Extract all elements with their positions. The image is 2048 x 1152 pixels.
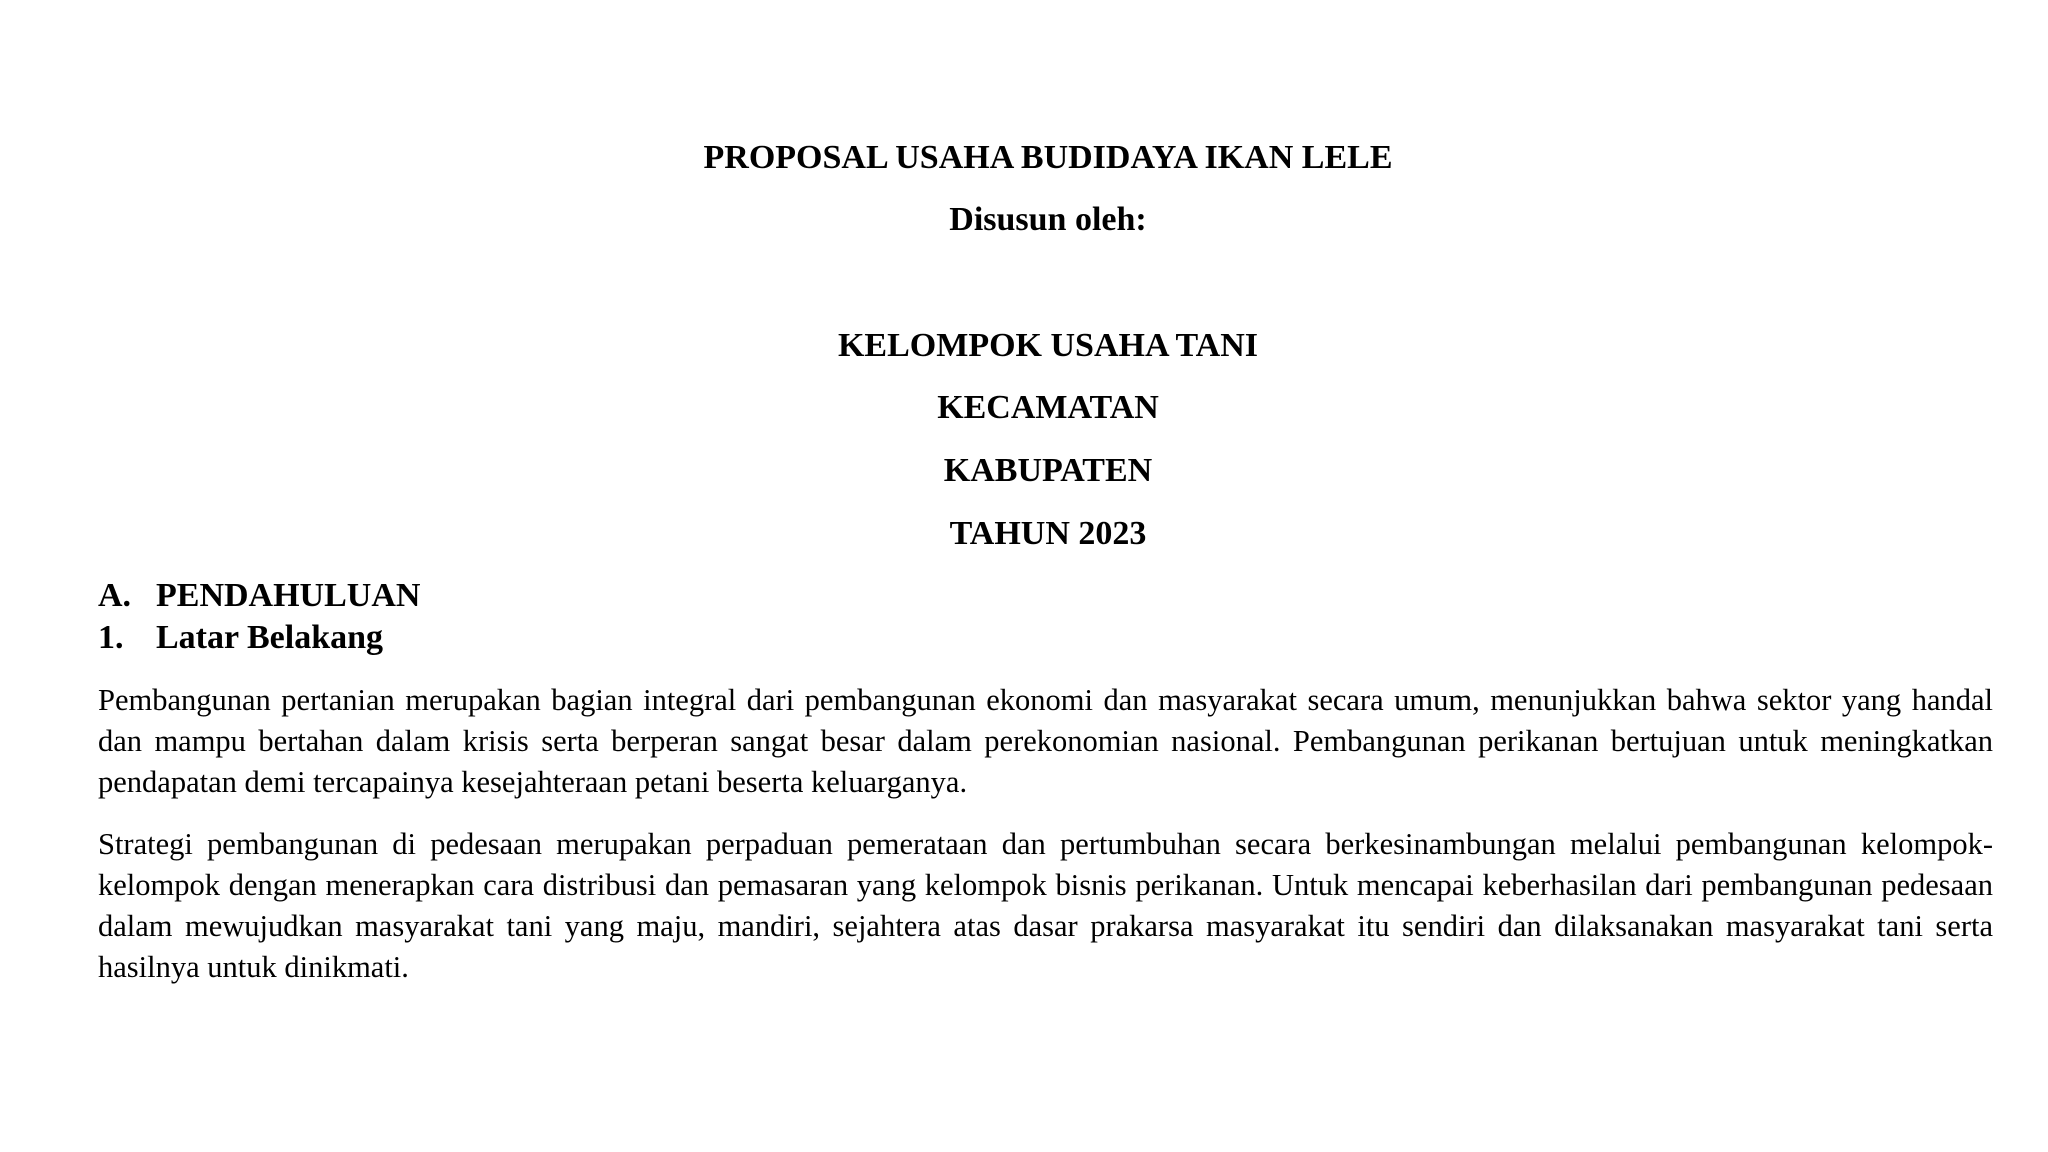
subsection-heading: [98, 618, 383, 658]
subsection-title: Latar Belakang: [156, 619, 384, 656]
subsection-number: 1.: [98, 619, 124, 656]
section-title: PENDAHULUAN: [156, 577, 421, 614]
org-line-regency: KABUPATEN: [943, 452, 1153, 489]
org-line-group: KELOMPOK USAHA TANI: [837, 327, 1259, 364]
paragraph-2: Strategi pembangunan di pedesaan merupakan perpaduan pemerataan dan pertumbuhan secara berkesinambungan melalui pembangunan kelompok-kelompok dengan menerapkan cara distribusi dan pemasaran yang kelompok bisnis perikanan. Untuk mencapai keberhasilan dari pembangunan pedesaan dalam mewujudkan masyarakat tani yang maju, mandiri, sejahtera atas dasar prakarsa masyarakat itu sendiri dan dilaksanakan masyarakat tani serta hasilnya untuk dinikmati.: [98, 827, 1993, 984]
section-number: A.: [98, 577, 132, 614]
document-title: PROPOSAL USAHA BUDIDAYA IKAN LELE: [703, 139, 1393, 176]
section-heading: [98, 576, 420, 616]
paragraph-1: Pembangunan pertanian merupakan bagian integral dari pembangunan ekonomi dan masyarakat secara umum, menunjukkan bahwa sektor yang handal dan mampu bertahan dalam krisis serta berperan sangat besar dalam perekonomian nasional. Pembangunan perikanan bertujuan untuk meningkatkan pendapatan demi tercapainya kesejahteraan petani beserta keluarganya.: [98, 683, 1993, 799]
org-line-district: KECAMATAN: [937, 389, 1159, 426]
document-subtitle: Disusun oleh:: [949, 201, 1147, 238]
org-line-year: TAHUN 2023: [949, 515, 1147, 552]
